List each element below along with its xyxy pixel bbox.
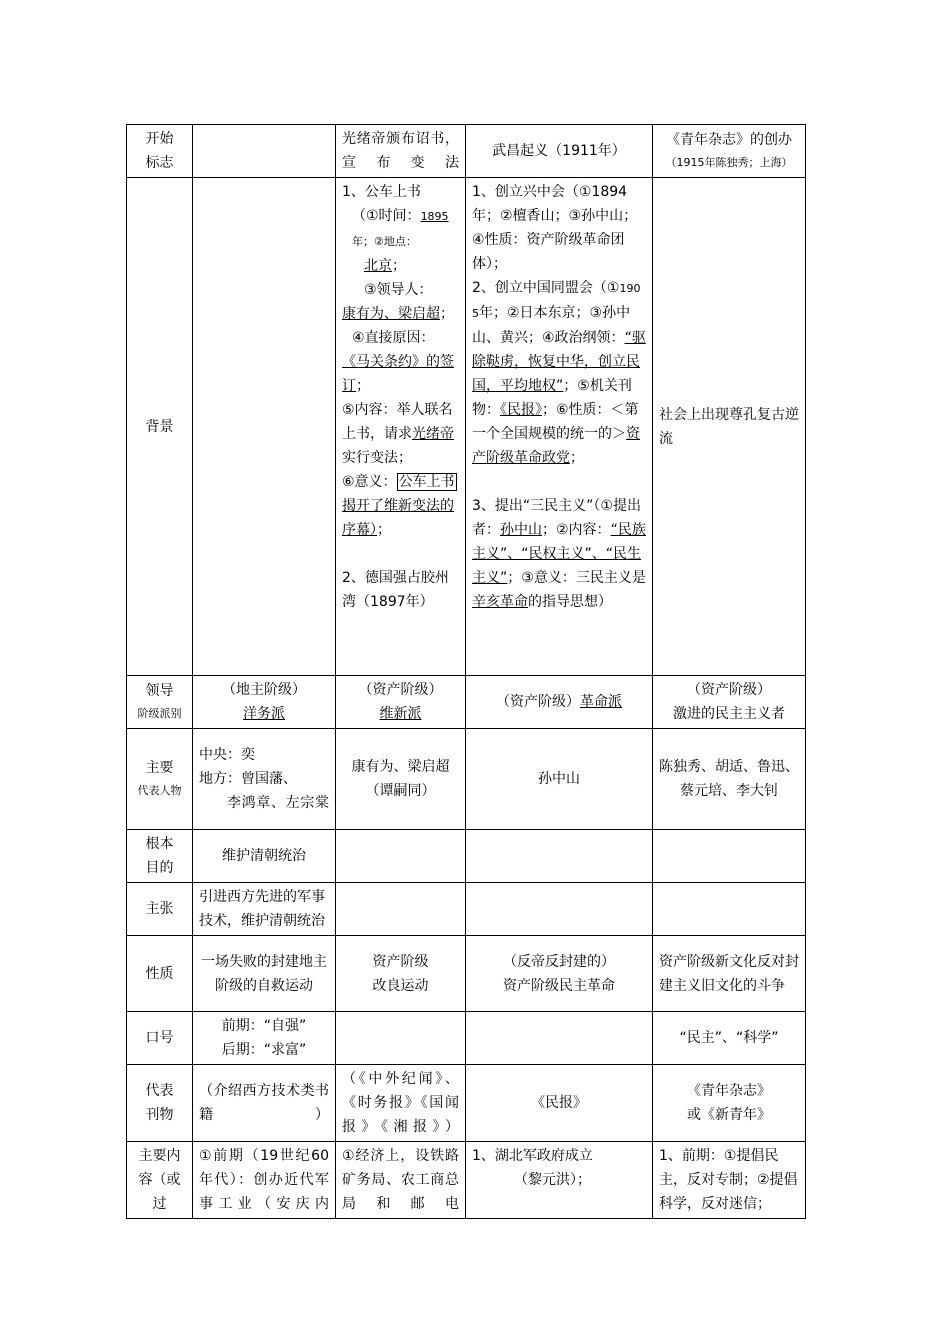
cell-text: 康有为、梁启超 [342, 306, 440, 322]
cell-empty [466, 830, 653, 883]
row-content [127, 1142, 806, 1219]
cell-slogan-yangwu [193, 1012, 336, 1065]
cell-press-newculture [653, 1065, 806, 1142]
header-content: 主要内容（或过 [127, 1142, 193, 1219]
cell-text: 资产阶级革命政党 [472, 426, 640, 466]
cell-empty [653, 830, 806, 883]
cell-claim-yangwu: 引进西方先进的军事技术，维护清朝统治 [193, 883, 336, 936]
cell-text: （谭嗣同） [365, 783, 436, 799]
cell-press-reform: （《中外纪闻》、《时务报》《国闻报》《湘报》） [336, 1065, 466, 1142]
row-background [127, 178, 806, 676]
cell-text: 维新派 [379, 706, 422, 722]
header-claim: 主张 [127, 883, 193, 936]
cell-text [342, 204, 459, 254]
header-text: 目的 [145, 860, 174, 876]
cell-nature-newculture: 资产阶级新文化反对封建主义旧文化的斗争 [653, 936, 806, 1012]
cell-empty [336, 830, 466, 883]
header-leader [127, 676, 193, 729]
header-start [127, 125, 193, 178]
header-text: 主要 [145, 760, 174, 776]
cell-text: ③领导人： [364, 282, 433, 298]
cell-content-reform: ①经济上，设铁路矿务局、农工商总局和邮电 [336, 1142, 466, 1219]
cell-nature-revolution [466, 936, 653, 1012]
cell-leader-revolution [466, 676, 653, 729]
cell-text: 《马关条约》的签订 [342, 354, 454, 394]
cell-text: 《青年杂志》 [687, 1083, 771, 1099]
cell-text: ；⑤机关刊物： [472, 378, 632, 418]
cell-press-revolution: 《民报》 [466, 1065, 653, 1142]
cell-text: ；③意义：三民主义是 [507, 570, 646, 586]
cell-text: “驱除鞑虏，恢复中华，创立民国，平均地权” [472, 330, 646, 394]
cell-background-reform [336, 178, 466, 676]
cell-leader-reform [336, 676, 466, 729]
cell-content-yangwu: ①前期（19世纪60年代）：创办近代军事工业（安庆内 [193, 1142, 336, 1219]
row-nature [127, 936, 806, 1012]
cell-text: 康有为、梁启超 [351, 759, 450, 775]
cell-text: 的指导思想） [528, 594, 612, 610]
header-people [127, 729, 193, 830]
cell-text: （地主阶级） [222, 682, 306, 698]
cell-empty [336, 1012, 466, 1065]
cell-text: （资产阶级） [496, 694, 580, 710]
row-claim [127, 883, 806, 936]
row-goal [127, 830, 806, 883]
cell-text [472, 494, 646, 614]
cell-text: 北京 [364, 258, 392, 274]
cell-text [342, 302, 459, 326]
cell-text: 1895 [420, 210, 449, 223]
cell-text [342, 398, 459, 470]
cell-leader-newculture [653, 676, 806, 729]
cell-text: ；②内容： [542, 522, 611, 538]
header-nature: 性质 [127, 936, 193, 1012]
header-goal [127, 830, 193, 883]
cell-text [342, 350, 459, 398]
cell-text: 革命派 [580, 694, 622, 710]
cell-start-reform: 光绪帝颁布诏书，宣布变法 [336, 125, 466, 178]
cell-content-revolution [466, 1142, 653, 1219]
cell-text: 1、湖北军政府成立 [472, 1148, 593, 1164]
cell-text: 《民报》 [500, 402, 542, 418]
cell-text: （1915年陈独秀；上海） [665, 156, 793, 169]
cell-text [342, 254, 459, 278]
cell-empty [653, 883, 806, 936]
cell-empty [193, 178, 336, 676]
header-background: 背景 [127, 178, 193, 676]
header-text: 领导 [145, 683, 174, 699]
cell-text: 中央：奕 [199, 747, 255, 763]
cell-empty [336, 883, 466, 936]
cell-text: ④直接原因： [352, 330, 435, 346]
header-text: 代表人物 [137, 784, 182, 797]
cell-text: ；⑥性质：＜第一个全国规模的统一的＞ [472, 402, 639, 442]
cell-text [472, 276, 646, 470]
header-text: 阶级派别 [137, 707, 182, 720]
cell-text: 地方：曾国藩、 [199, 771, 297, 787]
cell-people-reform [336, 729, 466, 830]
cell-text: 《青年杂志》的创办 [666, 132, 792, 148]
history-comparison-table [126, 124, 806, 1219]
cell-text: 辛亥革命 [472, 594, 528, 610]
cell-text: 李鸿章、左宗棠 [227, 795, 329, 811]
cell-goal-yangwu: 维护清朝统治 [193, 830, 336, 883]
header-text: 刊物 [145, 1107, 174, 1123]
cell-text: 激进的民主主义者 [673, 706, 785, 722]
cell-text: ； [377, 522, 391, 538]
cell-content-newculture: 1、前期：①提倡民主，反对专制；②提倡科学，反对迷信； [653, 1142, 806, 1219]
cell-text: 资产阶级 [372, 953, 429, 970]
cell-text: （黎元洪）； [514, 1172, 591, 1188]
cell-text: 洋务派 [243, 706, 285, 722]
cell-start-newculture [653, 125, 806, 178]
cell-text: 光绪帝 [412, 426, 454, 442]
row-leader [127, 676, 806, 729]
cell-text: 孙中山 [500, 522, 542, 538]
cell-text: ⑥意义： [342, 474, 397, 490]
cell-text: 2、德国强占胶州湾（1897年） [342, 570, 449, 610]
cell-text: ⑤内容：举人联名上书，请求 [342, 402, 453, 442]
header-text: 标志 [145, 155, 174, 171]
cell-text: 年；②地点： [352, 235, 417, 248]
cell-text: ； [570, 450, 584, 466]
row-people [127, 729, 806, 830]
cell-people-newculture: 陈独秀、胡适、鲁迅、蔡元培、李大钊 [653, 729, 806, 830]
header-text: 开始 [145, 131, 174, 147]
header-text: 根本 [145, 836, 174, 852]
cell-empty [193, 125, 336, 178]
cell-text: 或《新青年》 [687, 1107, 771, 1123]
cell-people-revolution: 孙中山 [466, 729, 653, 830]
cell-text [342, 470, 459, 542]
header-text: 代表 [145, 1083, 174, 1099]
cell-text: （反帝反封建的） [503, 953, 615, 970]
cell-text: 改良运动 [372, 977, 429, 994]
cell-text: ； [440, 306, 454, 322]
cell-text: 1905 [472, 282, 641, 320]
cell-text: 前期：“自强” [221, 1018, 307, 1034]
cell-text: 揭开了维新变法的序幕） [342, 498, 454, 538]
cell-leader-yangwu [193, 676, 336, 729]
cell-text: ； [392, 258, 406, 274]
cell-text: 后期：“求富” [221, 1042, 307, 1058]
header-slogan: 口号 [127, 1012, 193, 1065]
cell-text: 3、提出“三民主义”（①提出者： [472, 498, 641, 538]
cell-empty [466, 883, 653, 936]
cell-text: 公车上书 [398, 474, 455, 490]
cell-text: 资产阶级民主革命 [503, 977, 615, 994]
cell-nature-reform [336, 936, 466, 1012]
cell-text: 1、创立兴中会（①1894年；②檀香山；③孙中山；④性质：资产阶级革命团体）； [472, 184, 638, 272]
cell-empty [466, 1012, 653, 1065]
cell-background-newculture: 社会上出现尊孔复古逆流 [653, 178, 806, 676]
cell-text: （资产阶级） [687, 682, 771, 698]
cell-nature-yangwu: 一场失败的封建地主阶级的自救运动 [193, 936, 336, 1012]
cell-start-revolution: 武昌起义（1911年） [466, 125, 653, 178]
cell-text: 1、公车上书 [342, 184, 421, 200]
cell-text: ； [356, 378, 370, 394]
cell-text: 年；②日本东京；③孙中山、黄兴；④政治纲领： [472, 305, 631, 346]
cell-slogan-newculture: “民主”、“科学” [653, 1012, 806, 1065]
cell-text: （资产阶级） [358, 682, 443, 698]
header-press [127, 1065, 193, 1142]
cell-background-revolution [466, 178, 653, 676]
cell-text: 2、创立中国同盟会（① [472, 280, 620, 296]
row-slogan [127, 1012, 806, 1065]
cell-text: “民族主义”、“民权主义”、“民生主义” [472, 522, 646, 586]
row-start [127, 125, 806, 178]
cell-press-yangwu: （介绍西方技术类书籍） [193, 1065, 336, 1142]
row-press [127, 1065, 806, 1142]
cell-people-yangwu [193, 729, 336, 830]
spacer [342, 542, 459, 566]
cell-text: 实行变法； [342, 450, 412, 466]
cell-text: （①时间： [352, 208, 421, 224]
spacer [472, 470, 646, 494]
